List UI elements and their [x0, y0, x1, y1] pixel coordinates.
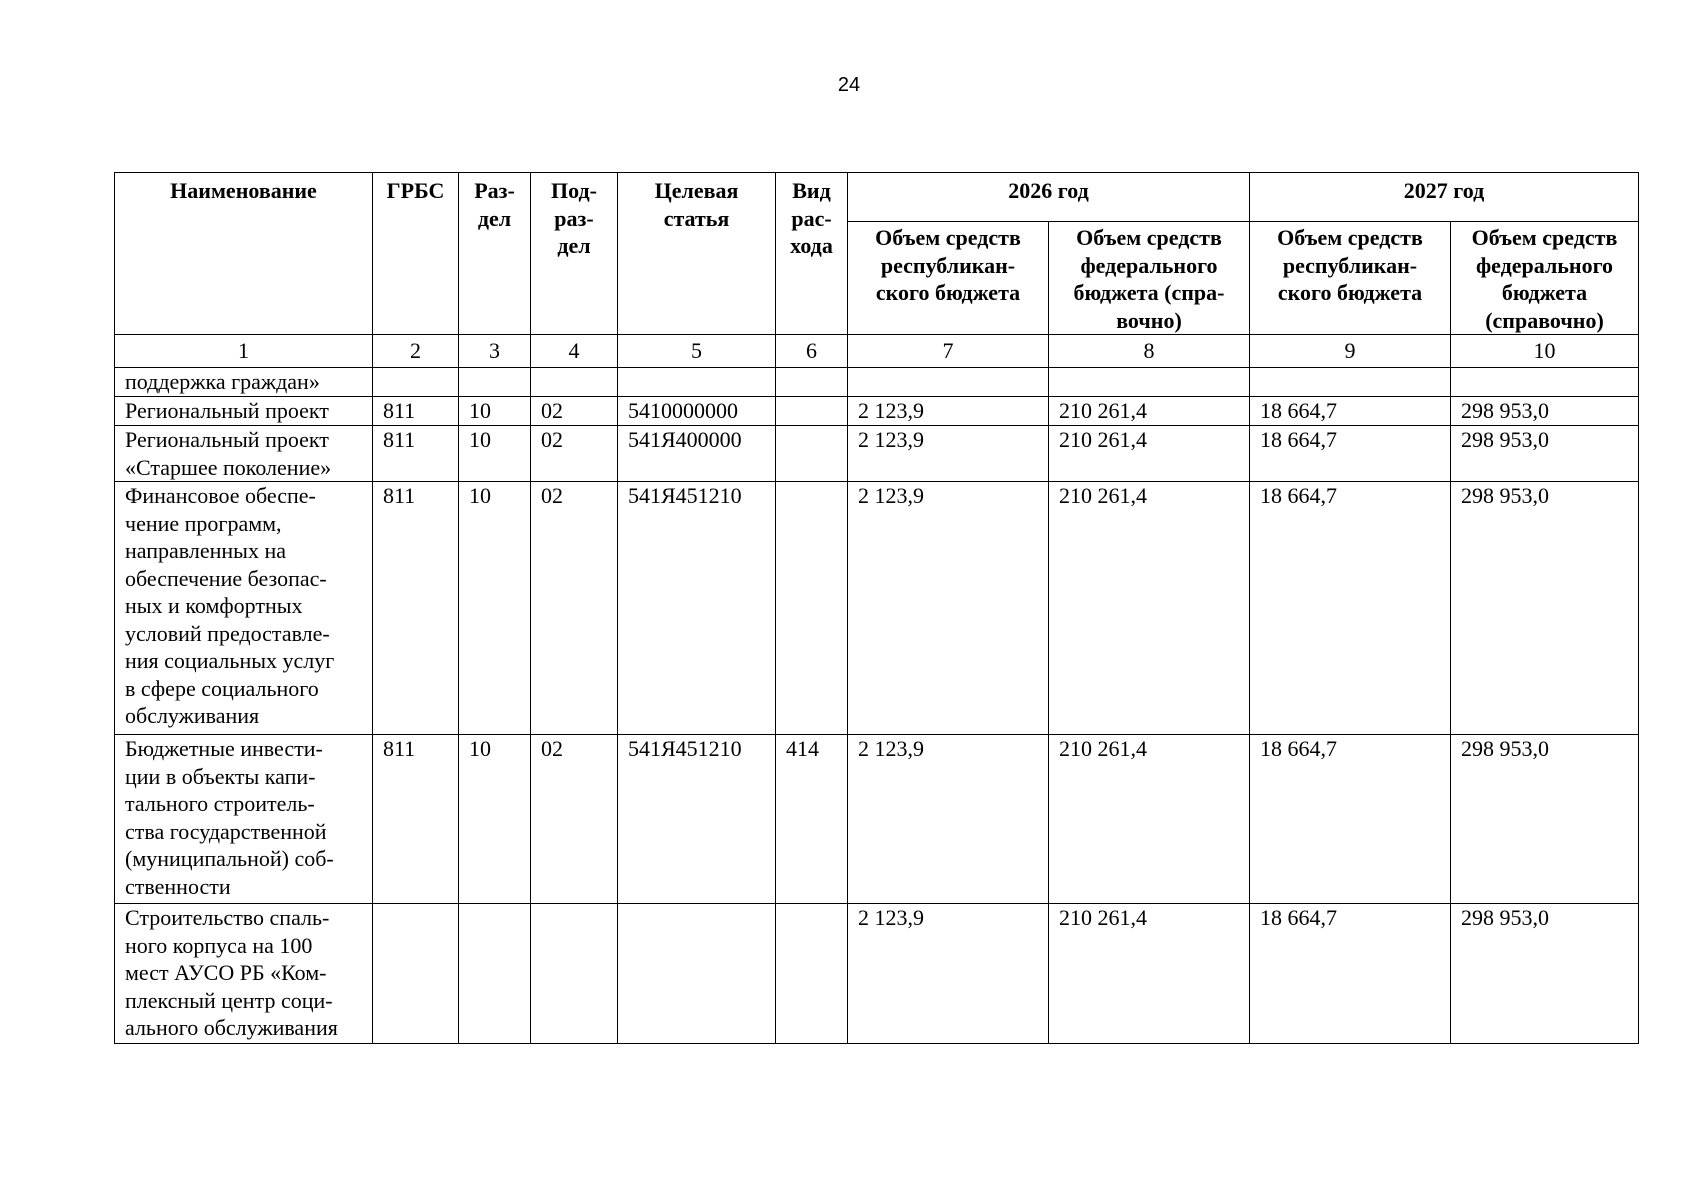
cell-vid-rashoda: 414 — [776, 735, 848, 904]
table-header — [115, 173, 1639, 335]
column-number: 4 — [531, 335, 618, 368]
cell-fed-2026 — [1049, 368, 1250, 397]
cell-rep-2027: 18 664,7 — [1250, 482, 1451, 735]
cell-rep-2027 — [1250, 368, 1451, 397]
row-name: поддержка граждан» — [115, 368, 373, 397]
table-row — [115, 397, 1639, 426]
cell-razdel: 10 — [459, 397, 531, 426]
row-name: Региональный проект — [115, 397, 373, 426]
cell-razdel: 10 — [459, 482, 531, 735]
cell-rep-2026 — [848, 368, 1049, 397]
cell-fed-2026: 210 261,4 — [1049, 735, 1250, 904]
row-name: Финансовое обеспе- чение программ, направленных на обеспечение безопас- ных и комфортных условий предоставле- ния социальных услуг в сфере социального обслуживания — [115, 482, 373, 735]
cell-vid-rashoda — [776, 482, 848, 735]
cell-podrazdel — [531, 904, 618, 1044]
table-body — [115, 335, 1639, 1044]
column-number: 1 — [115, 335, 373, 368]
column-number: 9 — [1250, 335, 1451, 368]
cell-celevaya-statya: 541Я451210 — [618, 735, 776, 904]
table-row — [115, 735, 1639, 904]
cell-vid-rashoda — [776, 397, 848, 426]
cell-rep-2027: 18 664,7 — [1250, 397, 1451, 426]
cell-podrazdel: 02 — [531, 426, 618, 482]
header-row-top — [115, 173, 1639, 222]
cell-fed-2027: 298 953,0 — [1451, 397, 1639, 426]
cell-vid-rashoda — [776, 368, 848, 397]
cell-podrazdel: 02 — [531, 735, 618, 904]
cell-rep-2026: 2 123,9 — [848, 397, 1049, 426]
header-rep-2026: Объем средств республикан- ского бюджета — [848, 222, 1049, 335]
header-year-2026: 2026 год — [848, 173, 1250, 222]
table-row — [115, 426, 1639, 482]
header-vid-rashoda: Вид рас- хода — [776, 173, 848, 335]
cell-vid-rashoda — [776, 426, 848, 482]
cell-fed-2027: 298 953,0 — [1451, 482, 1639, 735]
header-grbs: ГРБС — [373, 173, 459, 335]
cell-grbs — [373, 904, 459, 1044]
column-number: 6 — [776, 335, 848, 368]
column-number: 2 — [373, 335, 459, 368]
cell-celevaya-statya: 5410000000 — [618, 397, 776, 426]
cell-razdel — [459, 368, 531, 397]
cell-fed-2026: 210 261,4 — [1049, 482, 1250, 735]
cell-podrazdel: 02 — [531, 397, 618, 426]
header-rep-2027: Объем средств республикан- ского бюджета — [1250, 222, 1451, 335]
row-name: Региональный проект «Старшее поколение» — [115, 426, 373, 482]
cell-rep-2026: 2 123,9 — [848, 904, 1049, 1044]
cell-podrazdel: 02 — [531, 482, 618, 735]
header-name: Наименование — [115, 173, 373, 335]
cell-fed-2027: 298 953,0 — [1451, 426, 1639, 482]
cell-celevaya-statya: 541Я400000 — [618, 426, 776, 482]
row-name: Бюджетные инвести- ции в объекты капи- тального строитель- ства государственной (муниципальной) соб- ственности — [115, 735, 373, 904]
cell-fed-2027: 298 953,0 — [1451, 904, 1639, 1044]
column-number-row — [115, 335, 1639, 368]
header-fed-2027: Объем средств федерального бюджета (справочно) — [1451, 222, 1639, 335]
column-number: 10 — [1451, 335, 1639, 368]
cell-grbs: 811 — [373, 735, 459, 904]
cell-fed-2027: 298 953,0 — [1451, 735, 1639, 904]
cell-rep-2026: 2 123,9 — [848, 482, 1049, 735]
table-row — [115, 482, 1639, 735]
header-razdel: Раз- дел — [459, 173, 531, 335]
cell-grbs: 811 — [373, 482, 459, 735]
column-number: 7 — [848, 335, 1049, 368]
cell-podrazdel — [531, 368, 618, 397]
cell-grbs: 811 — [373, 426, 459, 482]
column-number: 5 — [618, 335, 776, 368]
table-row — [115, 368, 1639, 397]
column-number: 3 — [459, 335, 531, 368]
row-name: Строительство спаль- ного корпуса на 100 мест АУСО РБ «Ком- плексный центр соци- ального обслуживания — [115, 904, 373, 1044]
cell-fed-2026: 210 261,4 — [1049, 426, 1250, 482]
cell-celevaya-statya — [618, 904, 776, 1044]
cell-grbs — [373, 368, 459, 397]
header-fed-2026: Объем средств федерального бюджета (спра- вочно) — [1049, 222, 1250, 335]
cell-vid-rashoda — [776, 904, 848, 1044]
cell-rep-2027: 18 664,7 — [1250, 426, 1451, 482]
table-row — [115, 904, 1639, 1044]
cell-rep-2027: 18 664,7 — [1250, 735, 1451, 904]
header-podrazdel: Под- раз- дел — [531, 173, 618, 335]
cell-celevaya-statya — [618, 368, 776, 397]
cell-razdel — [459, 904, 531, 1044]
cell-razdel: 10 — [459, 426, 531, 482]
cell-grbs: 811 — [373, 397, 459, 426]
cell-fed-2026: 210 261,4 — [1049, 904, 1250, 1044]
cell-razdel: 10 — [459, 735, 531, 904]
cell-fed-2026: 210 261,4 — [1049, 397, 1250, 426]
header-year-2027: 2027 год — [1250, 173, 1639, 222]
budget-table — [114, 172, 1639, 1044]
cell-rep-2027: 18 664,7 — [1250, 904, 1451, 1044]
column-number: 8 — [1049, 335, 1250, 368]
cell-rep-2026: 2 123,9 — [848, 426, 1049, 482]
cell-rep-2026: 2 123,9 — [848, 735, 1049, 904]
page-number: 24 — [837, 74, 861, 96]
cell-fed-2027 — [1451, 368, 1639, 397]
header-celevaya-statya: Целевая статья — [618, 173, 776, 335]
cell-celevaya-statya: 541Я451210 — [618, 482, 776, 735]
